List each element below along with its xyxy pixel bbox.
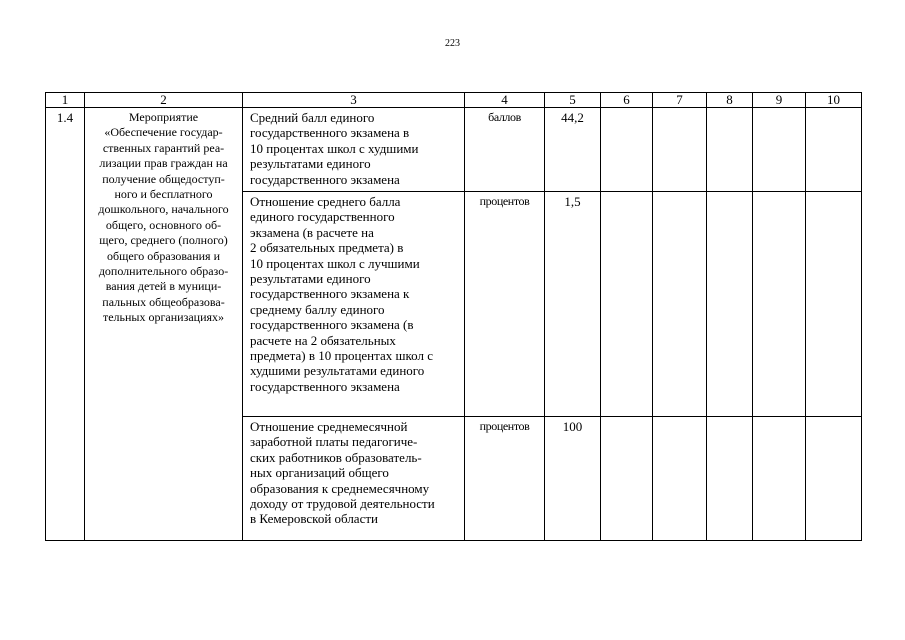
indicator-line: Отношение среднемесячной [250, 419, 408, 434]
empty-cell [753, 417, 806, 541]
indicator-line: ских работников образователь- [250, 449, 422, 465]
row-number: 1.4 [46, 108, 85, 541]
empty-cell [601, 192, 653, 417]
indicator-line: в Кемеровской области [250, 511, 378, 527]
unit-cell: процентов [465, 417, 545, 541]
empty-cell [653, 417, 707, 541]
activity-line: Мероприятие [128, 110, 199, 124]
indicator-line: Отношение среднего балла [250, 194, 401, 209]
indicator-line: образования к среднемесячному [250, 480, 430, 496]
indicator-line: государственного экзамена [250, 171, 400, 187]
activity-line: вания детей в муници- [105, 279, 222, 294]
activity-cell [85, 108, 243, 541]
activity-line: тельных организациях» [102, 310, 225, 325]
value-cell: 1,5 [545, 192, 601, 417]
activity-line: «Обеспечение государ- [104, 125, 223, 140]
indicator-line: государственного экзамена к [250, 286, 410, 302]
column-header: 10 [806, 93, 862, 108]
unit-cell: баллов [465, 108, 545, 192]
activity-line: дополнительного образо- [98, 264, 229, 279]
indicator-line: 2 обязательных предмета) в [250, 240, 404, 256]
indicator-line: расчете на 2 обязательных [250, 332, 396, 348]
empty-cell [707, 192, 753, 417]
column-header: 9 [753, 93, 806, 108]
header-row [46, 93, 862, 108]
empty-cell [806, 192, 862, 417]
column-header: 8 [707, 93, 753, 108]
indicator-line: результатами единого [250, 271, 371, 287]
column-header: 2 [85, 93, 243, 108]
column-header: 1 [46, 93, 85, 108]
column-header: 7 [653, 93, 707, 108]
value-cell: 44,2 [545, 108, 601, 192]
indicator-line: государственного экзамена в [250, 125, 410, 141]
empty-cell [653, 108, 707, 192]
table-row [46, 108, 862, 192]
activity-line: пальных общеобразова- [102, 294, 225, 309]
empty-cell [653, 192, 707, 417]
indicator-line: экзамена (в расчете на [250, 224, 374, 240]
activity-line: лизации прав граждан на [99, 156, 228, 171]
indicator-line: доходу от трудовой деятельности [250, 496, 435, 512]
indicator-line: ных организаций общего [250, 465, 389, 481]
indicator-line: результатами единого [250, 156, 371, 172]
column-header: 5 [545, 93, 601, 108]
unit-cell: процентов [465, 192, 545, 417]
empty-cell [707, 108, 753, 192]
column-header: 3 [243, 93, 465, 108]
indicator-line: государственного экзамена (в [250, 317, 414, 333]
indicator-line: среднему баллу единого [250, 301, 385, 317]
indicator-line: единого государственного [250, 209, 395, 225]
indicator-line: заработной платы педагогиче- [250, 434, 418, 450]
indicator-line: худшими результатами единого [250, 363, 425, 379]
empty-cell [601, 417, 653, 541]
activity-line: общего, основного об- [105, 217, 222, 232]
activity-line: общего образования и [106, 248, 220, 263]
indicator-line: предмета) в 10 процентах школ с [250, 348, 433, 364]
indicators-table [45, 92, 862, 541]
activity-line: дошкольного, начального [98, 202, 229, 217]
empty-cell [601, 108, 653, 192]
indicator-line: Средний балл единого [250, 110, 375, 125]
activity-line: ственных гарантий реа- [102, 140, 225, 155]
indicator-line: 10 процентах школ с худшими [250, 140, 419, 156]
empty-cell [806, 108, 862, 192]
empty-cell [753, 108, 806, 192]
column-header: 4 [465, 93, 545, 108]
column-header: 6 [601, 93, 653, 108]
empty-cell [753, 192, 806, 417]
empty-cell [806, 417, 862, 541]
activity-line: получение общедоступ- [102, 171, 225, 186]
activity-line: щего, среднего (полного) [99, 233, 228, 248]
empty-cell [707, 417, 753, 541]
page-number: 223 [445, 38, 460, 49]
indicator-cell [243, 417, 465, 541]
indicator-line: государственного экзамена [250, 378, 400, 394]
indicator-cell [243, 108, 465, 192]
indicator-line: 10 процентах школ с лучшими [250, 255, 420, 271]
activity-line: ного и бесплатного [114, 187, 213, 202]
value-cell: 100 [545, 417, 601, 541]
indicator-cell [243, 192, 465, 417]
